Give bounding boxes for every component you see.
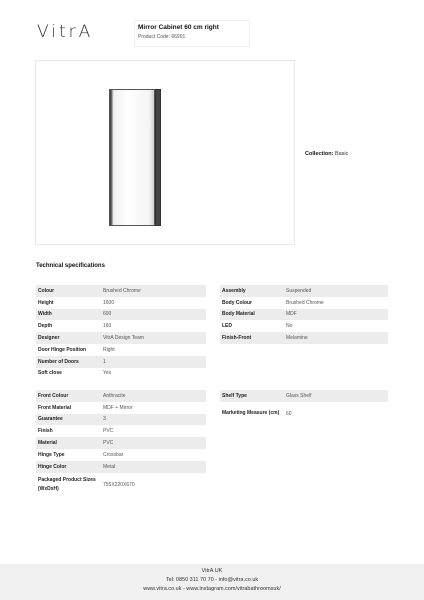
spec-key: LED: [222, 323, 232, 330]
spec-table-1: [36, 285, 206, 379]
spec-value: MDF: [286, 311, 297, 318]
spec-key: Colour: [38, 287, 55, 294]
spec-value: Right: [103, 346, 115, 353]
spec-value: PVC: [103, 428, 114, 435]
spec-table-4: [220, 390, 388, 426]
footer-company: VitrA UK: [201, 568, 223, 574]
spec-key: Front Colour: [38, 392, 69, 399]
spec-value: Metal: [103, 463, 116, 470]
spec-value: Brushed Chrome: [286, 299, 324, 306]
spec-value: Yes: [103, 370, 112, 377]
table-row: [220, 320, 388, 332]
brand-logo: VitrA: [37, 22, 94, 42]
spec-key: Marketing Measure (cm): [222, 410, 280, 417]
spec-value: Anthracite: [103, 392, 126, 399]
collection-info: [305, 151, 348, 157]
mirror-cabinet-illustration: [109, 89, 161, 226]
section-title: Technical specifications: [36, 263, 105, 269]
spec-key: Material: [38, 440, 57, 447]
spec-value: 160: [103, 323, 112, 330]
spec-key: Finish-Front: [222, 335, 252, 342]
footer-links[interactable]: www.vitra.co.uk - www.instagram.com/vitrabathroomsuk/: [143, 586, 281, 592]
spec-key: Hinge Type: [38, 451, 65, 458]
spec-key: Designer: [38, 335, 60, 342]
spec-value: Glass Shelf: [286, 392, 312, 399]
spec-value: No: [286, 323, 293, 330]
cabinet-mirror-door: [109, 89, 155, 226]
spec-key: Body Material: [222, 311, 255, 318]
table-row: [36, 332, 206, 344]
table-row: [36, 309, 206, 321]
footer-contact: Tel: 0850 311 70 70 - info@vitra.co.uk: [165, 577, 259, 583]
table-row: [36, 285, 206, 297]
spec-value: Suspended: [286, 287, 312, 294]
spec-value: 1600: [103, 299, 115, 306]
spec-key: Width: [38, 311, 52, 318]
table-row: [220, 402, 388, 426]
spec-key: Depth: [38, 323, 53, 330]
table-row: [36, 473, 206, 497]
cabinet-side-panel: [155, 89, 161, 226]
table-row: [36, 402, 206, 414]
spec-value: 3: [103, 416, 106, 423]
spec-key: Height: [38, 299, 54, 306]
table-row: [36, 344, 206, 356]
table-row: [220, 390, 388, 402]
spec-value: Melamine: [286, 335, 308, 342]
table-row: [36, 449, 206, 461]
spec-value: Crossbar: [103, 451, 124, 458]
spec-table-3: [36, 390, 206, 497]
spec-value: VitrA Design Team: [103, 335, 144, 342]
spec-key: Guarantee: [38, 416, 63, 423]
table-row: [36, 461, 206, 473]
spec-key: Front Material: [38, 404, 72, 411]
page-footer: [0, 564, 424, 600]
table-row: [36, 320, 206, 332]
table-row: [36, 437, 206, 449]
product-image: [35, 60, 295, 245]
spec-table-2: [220, 285, 388, 344]
spec-value: 755X220X670: [103, 481, 135, 488]
table-row: [220, 309, 388, 321]
table-row: [36, 390, 206, 402]
spec-key: Hinge Color: [38, 463, 67, 470]
product-header: [134, 20, 250, 47]
table-row: [36, 414, 206, 426]
spec-value: MDF + Mirror: [103, 404, 133, 411]
spec-key: Shelf Type: [222, 392, 247, 399]
spec-key: Door Hinge Position: [38, 346, 87, 353]
spec-key: Assembly: [222, 287, 246, 294]
spec-value: Brushed Chrome: [103, 287, 141, 294]
spec-key: Finish: [38, 428, 53, 435]
table-row: [36, 425, 206, 437]
product-title: Mirror Cabinet 60 cm right: [138, 24, 219, 31]
spec-key: Body Colour: [222, 299, 252, 306]
table-row: [220, 285, 388, 297]
collection-label: Collection:: [305, 151, 334, 157]
spec-value: PVC: [103, 440, 114, 447]
product-code: Product Code: 66901: [138, 34, 186, 40]
table-row: [36, 368, 206, 380]
spec-key: Number of Doors: [38, 358, 79, 365]
table-row: [220, 297, 388, 309]
table-row: [220, 332, 388, 344]
spec-key: Packaged Product Sizes (WxDxH): [38, 476, 96, 492]
spec-value: 1: [103, 358, 106, 365]
table-row: [36, 356, 206, 368]
spec-key: Soft close: [38, 370, 62, 377]
spec-value: 60: [286, 410, 292, 417]
spec-value: 600: [103, 311, 112, 318]
collection-value: Basic: [334, 151, 349, 157]
table-row: [36, 297, 206, 309]
